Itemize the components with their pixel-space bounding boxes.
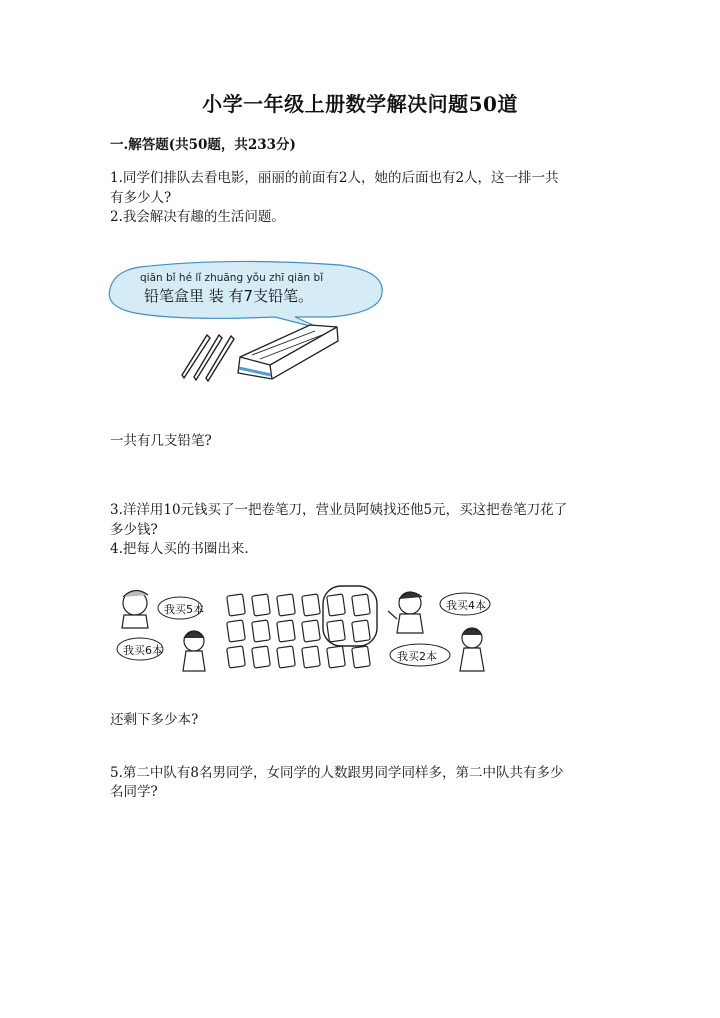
question-1-line-2: 有多少人? [110,190,172,206]
page-title: 小学一年级上册数学解决问题50道 [202,92,518,116]
bubble-2 [390,644,450,666]
girl-2-icon [460,628,484,671]
question-2-follow-up: 一共有几支铅笔? [110,433,212,449]
bubble-2-text: 我买2本 [397,650,437,663]
boy-2-icon [388,592,423,633]
bubble-pinyin: qiān bǐ hé lǐ zhuāng yǒu zhī qiān bǐ [140,272,324,284]
question-3-line-1: 3.洋洋用10元钱买了一把卷笔刀，营业员阿姨找还他5元，买这把卷笔刀花了 [110,502,568,518]
section-heading: 一.解答题(共50题，共233分) [110,137,296,153]
question-4-text: 4.把每人买的书圈出来. [110,541,249,557]
question-2-text: 2.我会解决有趣的生活问题。 [110,209,285,225]
question-5-line-2: 名同学? [110,784,158,800]
question-1-line-1: 1.同学们排队去看电影，丽丽的前面有2人，她的后面也有2人，这一排一共 [110,170,559,186]
girl-icon [183,631,205,671]
question-4-follow-up: 还剩下多少本? [110,712,199,728]
book-buying-illustration [110,583,505,678]
bubble-5 [158,597,204,619]
bubble-text: 铅笔盒里 装 有7支铅笔。 [144,287,314,305]
bubble-6-text: 我买6本 [123,644,163,657]
bubble-4 [440,593,490,615]
pencil-icons [182,335,234,381]
question-5-line-1: 5.第二中队有8名男同学，女同学的人数跟男同学同样多，第二中队共有多少 [110,765,564,781]
pencil-box-icon [238,325,338,379]
boy-icon [122,590,148,628]
book-icons [227,594,371,668]
bubble-6 [117,638,163,660]
question-3-line-2: 多少钱? [110,522,158,538]
bubble-4-text: 我买4本 [446,599,486,612]
pencil-box-illustration [100,255,390,390]
bubble-5-text: 我买5本 [164,603,204,616]
